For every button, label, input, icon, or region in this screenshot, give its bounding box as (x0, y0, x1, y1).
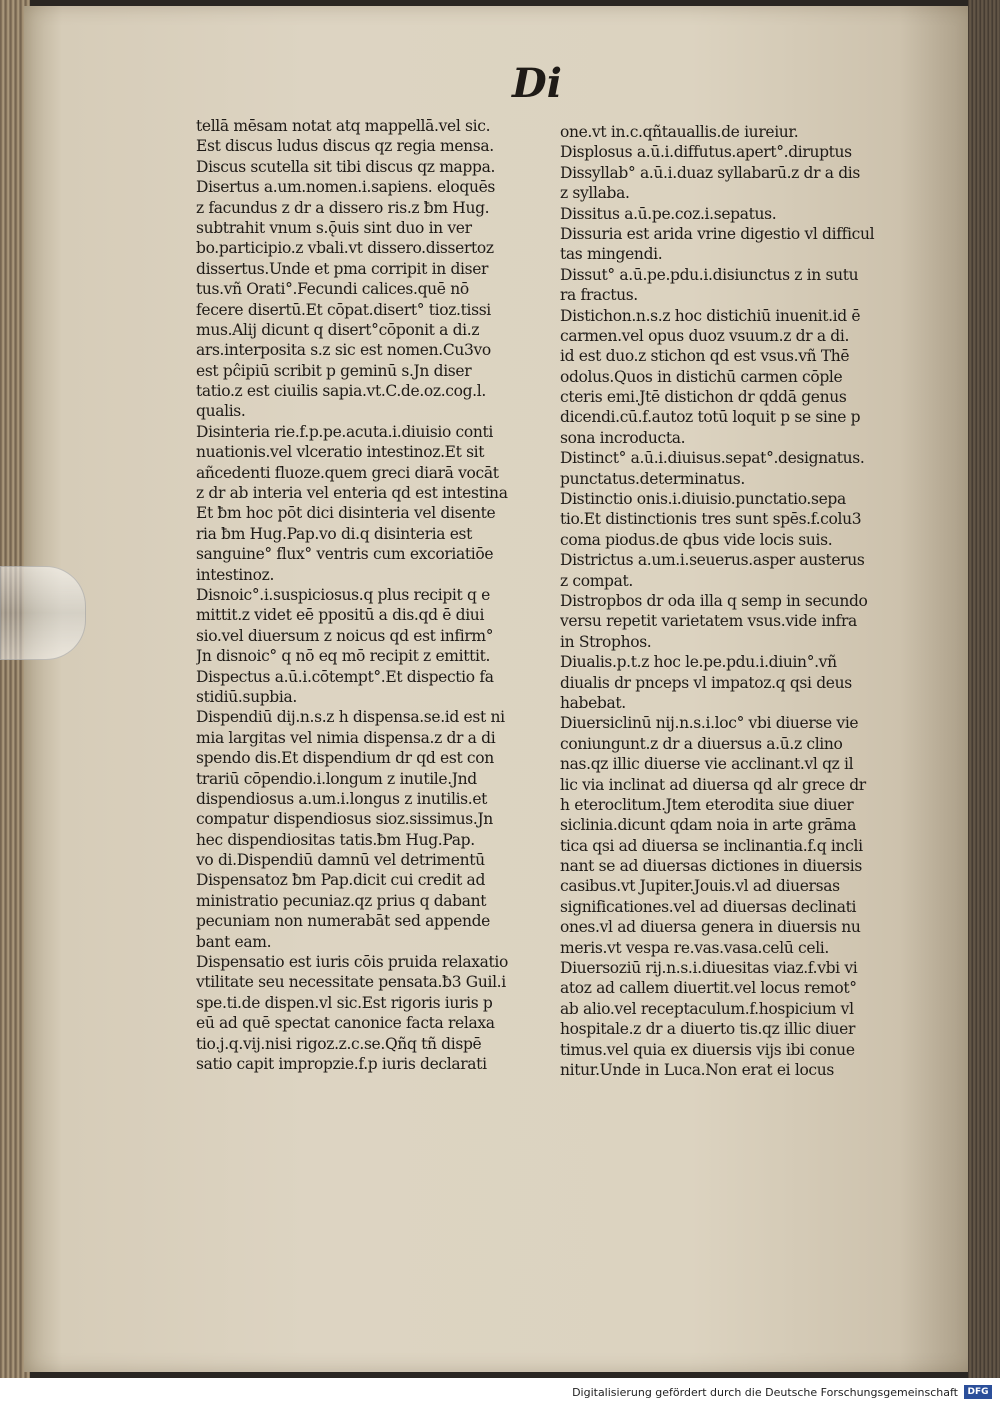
text-line: Distropbos dr oda illa q semp in secundo (560, 591, 868, 610)
page-header: Di (512, 60, 562, 107)
text-line: Dissitus a.ū.pe.coz.i.sepatus. (560, 204, 777, 223)
text-line: pecuniam non numerabāt sed appende (196, 912, 491, 931)
book-edge-right (968, 0, 1000, 1378)
text-line: ars.interposita s.z sic est nomen.Cu3vo (196, 341, 491, 360)
text-line: dispendiosus a.um.i.longus z inutilis.et (196, 789, 488, 808)
text-line: qualis. (196, 402, 246, 421)
text-line: Displosus a.ū.i.diffutus.apert°.diruptus (560, 143, 852, 162)
text-line: trariū cōpendio.i.longum z inutile.Jnd (196, 769, 477, 788)
text-line: sona incroducta. (560, 428, 686, 447)
text-line: hospitale.z dr a diuerto tis.qz illic diuer (560, 1020, 856, 1039)
text-line: cteris emi.Jtē distichon dr qddā genus (560, 388, 847, 407)
text-line: Distinctio onis.i.diuisio.punctatio.sepa (560, 490, 846, 509)
text-line: Distinct° a.ū.i.diuisus.sepat°.designatus. (560, 449, 865, 468)
text-line: añcedenti fluoze.quem greci diarā vocāt (196, 463, 499, 482)
dfg-logo-icon: DFG (964, 1385, 992, 1399)
text-line: Et ƀm hoc pōt dici disinteria vel disente (196, 504, 496, 523)
text-line: id est duo.z stichon qd est vsus.vñ Thē (560, 347, 850, 366)
text-line: Disnoic°.i.suspiciosus.q plus recipit q e (196, 585, 490, 604)
text-line: tio.j.q.vij.nisi rigoz.z.c.se.Qñq tñ dispē (196, 1034, 482, 1053)
funding-notice: Digitalisierung gefördert durch die Deutsche Forschungsgemeinschaft (572, 1386, 958, 1399)
text-line: Districtus a.um.i.seuerus.asper austerus (560, 551, 865, 570)
text-line: odolus.Quos in distichū carmen cōple (560, 367, 843, 386)
text-line: spendo dis.Et dispendium dr qd est con (196, 749, 494, 768)
text-line: Distichon.n.s.z hoc distichiū inuenit.id ē (560, 306, 861, 325)
text-line: Diuersoziū rij.n.s.i.diuesitas viaz.f.vbi vi (560, 959, 858, 978)
text-line: ra fractus. (560, 286, 638, 305)
text-line: one.vt in.c.qñtauallis.de iureiur. (560, 123, 799, 141)
text-line: atoz ad callem diuertit.vel locus remot° (560, 979, 857, 998)
text-line: z facundus z dr a dissero ris.z ƀm Hug. (196, 198, 490, 217)
text-line: tica qsi ad diuersa se inclinantia.f.q incli (560, 836, 863, 855)
text-line: Diuersiclinū nij.n.s.i.loc° vbi diuerse vie (560, 714, 859, 733)
text-line: versu repetit varietatem vsus.vide infra (560, 612, 857, 631)
text-line: est pĉipiū scribit p geminū s.Jn diser (196, 361, 472, 380)
text-line: tas mingendi. (560, 245, 663, 264)
text-line: eū ad quē spectat canonice facta relaxa (196, 1014, 495, 1033)
footer-bar (0, 1378, 1000, 1410)
text-line: satio capit impropzie.f.p iuris declarati (196, 1054, 487, 1073)
text-line: tellā mēsam notat atq mappellā.vel sic. (196, 117, 491, 135)
text-line: bo.participio.z vbali.vt dissero.dissertoz (196, 239, 494, 258)
text-line: lic via inclinat ad diuersa qd alr grece dr (560, 775, 866, 794)
text-line: ones.vl ad diuersa genera in diuersis nu (560, 918, 861, 937)
text-line: mus.Alij dicunt q disert°cōponit a di.z (196, 320, 480, 339)
text-line: habebat. (560, 693, 626, 712)
text-line: bant eam. (196, 932, 272, 951)
text-line: fecere disertū.Et cōpat.disert° tioz.tissi (196, 300, 491, 319)
text-line: z dr ab interia vel enteria qd est intestina (196, 484, 508, 503)
text-line: Dispensatio est iuris cōis pruida relaxatio (196, 953, 508, 972)
text-line: Dispensatoz ƀm Pap.dicit cui credit ad (196, 871, 486, 890)
text-line: subtrahit vnum s.ǭuis sint duo in ver (196, 218, 472, 237)
text-line: Dissyllab° a.ū.i.duaz syllabarū.z dr a dis (560, 163, 861, 182)
text-line: Dispectus a.ū.i.cōtempt°.Et dispectio fa (196, 667, 494, 686)
text-line: siclinia.dicunt qdam noia in arte grāma (560, 816, 857, 835)
text-line: Jn disnoic° q nō eq mō recipit z emittit. (196, 647, 491, 666)
text-line: coniungunt.z dr a diuersus a.ū.z clino (560, 734, 843, 753)
text-line: tatio.z est ciuilis sapia.vt.C.de.oz.cog.l. (196, 382, 486, 401)
text-line: nuationis.vel vlceratio intestinoz.Et sit (196, 443, 485, 462)
text-line: tio.Et distinctionis tres sunt spēs.f.colu3 (560, 510, 862, 529)
text-column-left (196, 116, 550, 1074)
text-line: z compat. (560, 571, 633, 590)
text-line: coma piodus.de qbus vide locis suis. (560, 530, 833, 549)
text-line: Dissuria est arida vrine digestio vl difficul (560, 224, 875, 243)
text-line: ab alio.vel receptaculum.f.hospicium vl (560, 999, 854, 1018)
text-line: vtilitate seu necessitate pensata.ƀ3 Guil.i (196, 973, 506, 992)
book-clip (0, 566, 86, 660)
text-line: tus.vñ Orati°.Fecundi calices.quē nō (196, 280, 469, 299)
text-line: Diualis.p.t.z hoc le.pe.pdu.i.diuin°.vñ (560, 653, 837, 672)
text-line: meris.vt vespa re.vas.vasa.celū celi. (560, 938, 829, 957)
text-line: nant se ad diuersas dictiones in diuersis (560, 857, 862, 876)
text-line: Disinteria rie.f.p.pe.acuta.i.diuisio conti (196, 422, 493, 441)
text-line: diualis dr pnceps vl impatoz.q qsi deus (560, 673, 852, 692)
text-line: significationes.vel ad diuersas declinati (560, 897, 857, 916)
text-line: spe.ti.de dispen.vl sic.Est rigoris iuris p (196, 993, 493, 1012)
text-line: carmen.vel opus duoz vsuum.z dr a di. (560, 326, 850, 345)
text-line: nas.qz illic diuerse vie acclinant.vl qz il (560, 755, 854, 774)
text-line: mia largitas vel nimia dispensa.z dr a di (196, 728, 496, 747)
text-line: in Strophos. (560, 632, 652, 651)
text-line: timus.vel quia ex diuersis vijs ibi conue (560, 1040, 855, 1059)
text-line: punctatus.determinatus. (560, 469, 745, 488)
text-line: hec dispendiositas tatis.ƀm Hug.Pap. (196, 830, 475, 849)
text-line: Disertus a.um.nomen.i.sapiens. eloquēs (196, 178, 496, 197)
text-line: Est discus ludus discus qz regia mensa. (196, 137, 494, 156)
text-line: ministratio pecuniaz.qz prius q dabant (196, 891, 487, 910)
text-line: Dissut° a.ū.pe.pdu.i.disiunctus z in sutu (560, 265, 859, 284)
text-line: vo di.Dispendiū damnū vel detrimentū (196, 851, 485, 870)
text-line: ria ƀm Hug.Pap.vo di.q disinteria est (196, 524, 473, 543)
text-line: dicendi.cū.f.autoz totū loquit p se sine p (560, 408, 861, 427)
text-line: z syllaba. (560, 184, 630, 203)
text-line: h eteroclitum.Jtem eterodita siue diuer (560, 795, 854, 814)
text-line: Discus scutella sit tibi discus qz mappa. (196, 157, 496, 176)
text-line: casibus.vt Jupiter.Jouis.vl ad diuersas (560, 877, 840, 896)
text-line: stidiū.supbia. (196, 687, 297, 706)
text-line: mittit.z videt eē ppositū a dis.qd ē diui (196, 606, 485, 625)
text-line: nitur.Unde in Luca.Non erat ei locus (560, 1060, 834, 1079)
text-line: intestinoz. (196, 565, 275, 584)
text-column-right (560, 122, 910, 1080)
text-line: dissertus.Unde et pma corripit in diser (196, 259, 489, 278)
text-line: sio.vel diuersum z noicus qd est infirm° (196, 626, 494, 645)
text-line: Dispendiū dij.n.s.z h dispensa.se.id est ni (196, 708, 505, 727)
text-line: sanguine° flux° ventris cum excoriatiōe (196, 545, 494, 564)
text-line: compatur dispendiosus sioz.sissimus.Jn (196, 810, 493, 829)
